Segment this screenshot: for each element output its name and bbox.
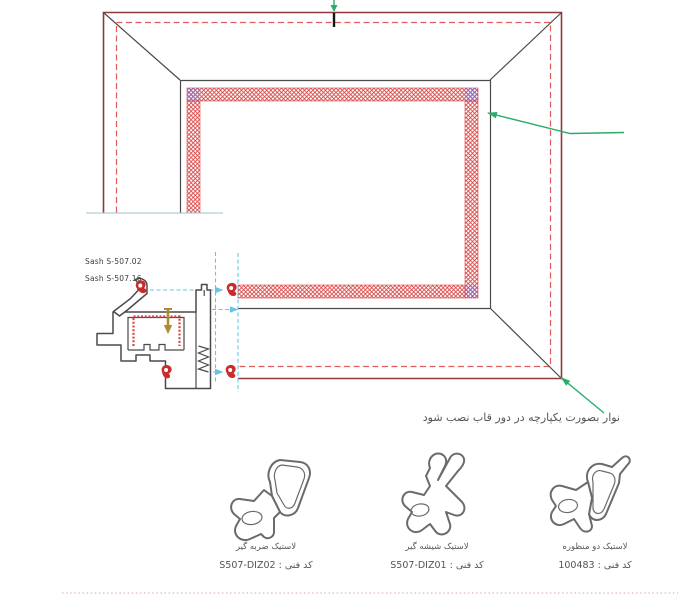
gasket-2-title: لاستیک شیشه گیر (405, 542, 469, 552)
hatch-corner-top-right (465, 88, 478, 101)
gasket-profile-diz01 (402, 453, 464, 534)
gasket-3-code: کد فنی : 100483 (558, 560, 632, 571)
gasket-2-code: کد فنی : S507-DIZ01 (390, 560, 484, 571)
gasket-1-title: لاستیک ضربه گیر (235, 542, 297, 552)
gasket-3-title: لاستیک دو منظوره (562, 542, 628, 552)
sash-code-label-1: Sash S-507.02 (85, 257, 142, 266)
hatch-corner-top-left (187, 88, 200, 101)
sash-code-label-2: Sash S-507.16 (85, 274, 142, 283)
frame-inner-edge (181, 81, 491, 309)
installation-note: نوار بصورت یکپارچه در دور قاب نصب شود (422, 411, 620, 424)
top-green-arrow (331, 0, 338, 12)
gasket-tape-hatch (187, 88, 478, 298)
sash-profile-section (97, 278, 211, 388)
gasket-1-code: کد فنی : S507-DIZ02 (219, 560, 313, 571)
gasket-profile-diz02 (231, 460, 310, 540)
note-leader-green (561, 377, 605, 413)
hatch-corner-bottom-right (465, 285, 478, 298)
gasket-leader-green (487, 112, 624, 134)
gasket-profile-100483 (551, 456, 630, 531)
